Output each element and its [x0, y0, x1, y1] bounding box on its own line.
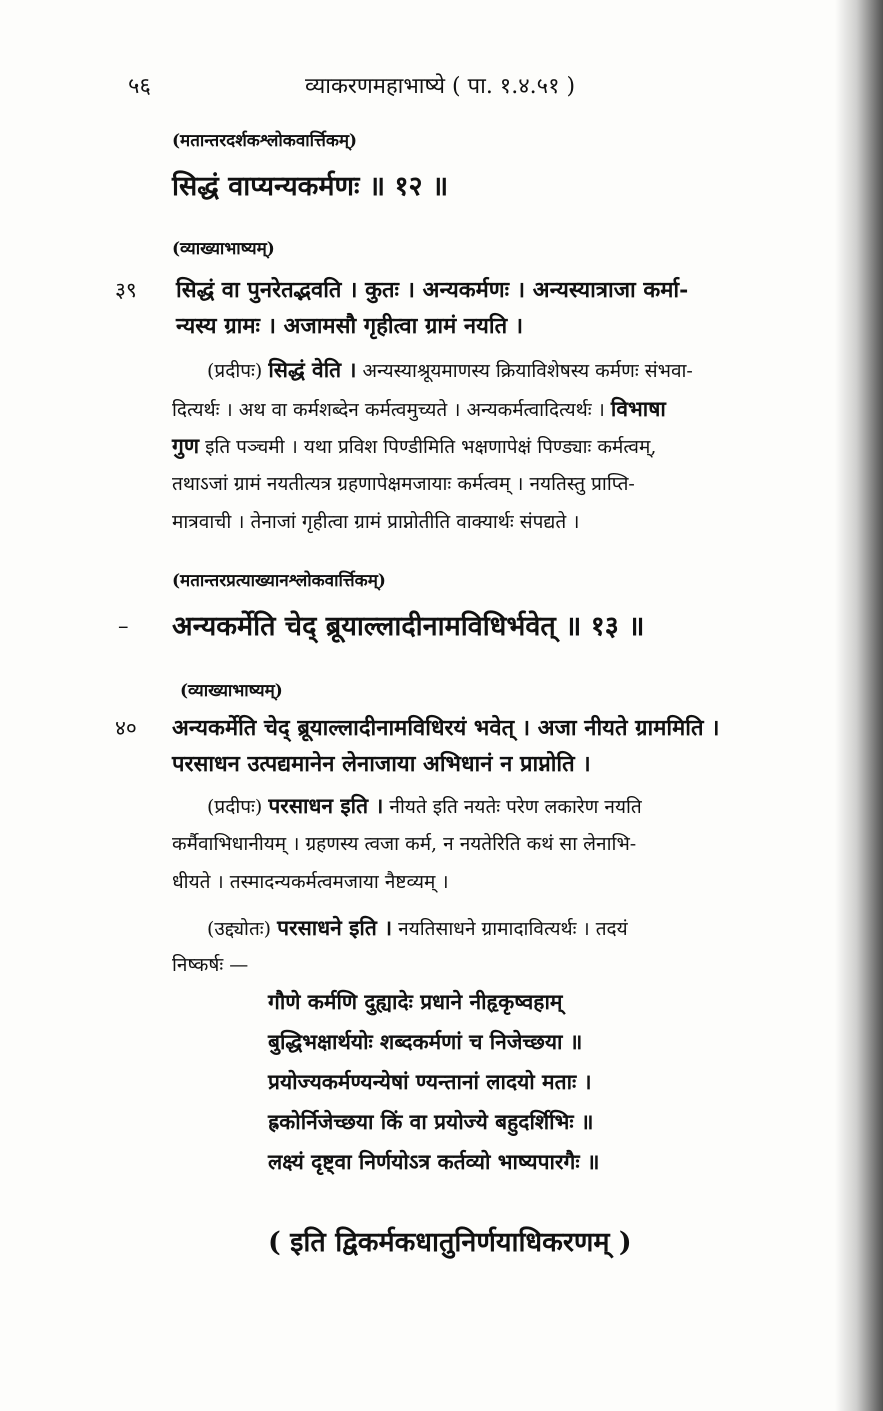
- commentary-label: (प्रदीपः): [207, 360, 263, 382]
- bhashya-line: अन्यकर्मेति चेद् ब्रूयाल्लादीनामविधिरयं भवेत् । अजा नीयते ग्राममिति ।: [172, 715, 720, 741]
- commentary-label: (प्रदीपः): [207, 796, 263, 818]
- vartika-verse-12: सिद्धं वाप्यन्यकर्मणः ॥ १२ ॥: [172, 171, 449, 202]
- commentary-line: धीयते । तस्मादन्यकर्मत्वमजाया नैष्टव्यम् ।: [172, 871, 449, 893]
- commentary-text: इति पञ्चमी । यथा प्रविश पिण्डीमिति भक्षणापेक्षं पिण्ड्याः कर्मत्वम्,: [205, 436, 657, 458]
- bhashya-line: परसाधन उत्पद्यमानेन लेनाजाया अभिधानं न प्राप्नोति ।: [172, 751, 591, 777]
- commentary-line: [207, 792, 642, 820]
- commentary-line: तथाऽजां ग्रामं नयतीत्यत्र ग्रहणापेक्षमजायाः कर्मत्वम् । नयतिस्तु प्राप्ति-: [172, 473, 635, 495]
- margin-dash: –: [118, 614, 129, 638]
- page-number: ५६: [128, 74, 151, 99]
- running-title: व्याकरणमहाभाष्ये ( पा. १.४.५१ ): [305, 74, 576, 99]
- commentary-text: नयतिसाधने ग्रामादावित्यर्थः । तदयं: [398, 918, 628, 940]
- karika-line: ह्रकोर्निजेच्छया किं वा प्रयोज्ये बहुदर्शिभिः ॥: [268, 1109, 594, 1134]
- commentary-text: दित्यर्थः । अथ वा कर्मशब्देन कर्मत्वमुच्यते । अन्यकर्मत्वादित्यर्थः ।: [172, 399, 605, 421]
- section-label: (व्याख्याभाष्यम्): [180, 681, 283, 701]
- section-closing: ( इति द्विकर्मकधातुनिर्णयाधिकरणम् ): [268, 1227, 632, 1258]
- commentary-line: [207, 914, 628, 942]
- commentary-line: [172, 432, 656, 460]
- paragraph-number: ४०: [115, 716, 137, 740]
- bold-term: गुण: [172, 433, 200, 458]
- commentary-lemma: सिद्धं वेति ।: [268, 357, 357, 382]
- bhashya-line: न्यस्य ग्रामः । अजामसौ गृहीत्वा ग्रामं नयति ।: [176, 313, 524, 339]
- commentary-lemma: परसाधने इति ।: [277, 915, 393, 940]
- commentary-line: मात्रवाची । तेनाजां गृहीत्वा ग्रामं प्राप्नोतीति वाक्यार्थः संपद्यते ।: [172, 511, 580, 533]
- section-label: (मतान्तरप्रत्याख्यानश्लोकवार्त्तिकम्): [172, 571, 386, 591]
- karika-line: प्रयोज्यकर्मण्यन्येषां ण्यन्तानां लादयो मताः ।: [268, 1069, 592, 1094]
- commentary-lemma: परसाधन इति ।: [268, 793, 384, 818]
- section-label: (मतान्तरदर्शकश्लोकवार्त्तिकम्): [172, 131, 358, 151]
- commentary-line: कर्मैवाभिधानीयम् । ग्रहणस्य त्वजा कर्म, न नयतेरिति कथं सा लेनाभि-: [172, 833, 637, 855]
- page-edge-shadow: [835, 0, 883, 1411]
- commentary-text: नीयते इति नयतेः परेण लकारेण नयति: [389, 796, 642, 818]
- section-label: (व्याख्याभाष्यम्): [172, 239, 275, 259]
- commentary-label: (उद्द्योतः): [207, 918, 272, 940]
- paragraph-number: ३९: [115, 278, 137, 302]
- bold-term: विभाषा: [610, 396, 666, 421]
- commentary-line: निष्कर्षः —: [172, 954, 249, 976]
- bhashya-line: सिद्धं वा पुनरेतद्भवति । कुतः । अन्यकर्मणः । अन्यस्यात्राजा कर्मा-: [176, 277, 689, 303]
- karika-line: बुद्धिभक्षार्थयोः शब्दकर्मणां च निजेच्छया ॥: [268, 1029, 583, 1054]
- karika-line: गौणे कर्मणि दुह्यादेः प्रधाने नीहृकृष्वहाम्: [268, 989, 563, 1014]
- commentary-line: [207, 356, 693, 384]
- commentary-text: अन्यस्याश्रूयमाणस्य क्रियाविशेषस्य कर्मणः संभवा-: [362, 360, 693, 382]
- karika-line: लक्ष्यं दृष्ट्वा निर्णयोऽत्र कर्तव्यो भाष्यपारगैः ॥: [268, 1149, 600, 1174]
- commentary-line: [172, 395, 666, 423]
- vartika-verse-13: अन्यकर्मेति चेद् ब्रूयाल्लादीनामविधिर्भवेत् ॥ १३ ॥: [172, 611, 645, 642]
